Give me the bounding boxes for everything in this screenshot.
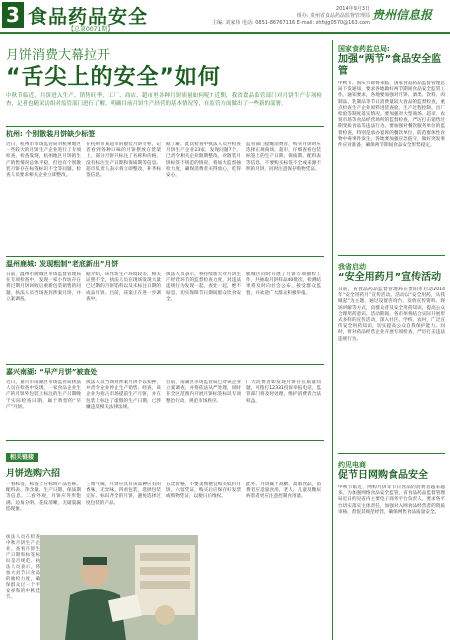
article-column: 近日，嘉兴市南湖区市场监管局执法人员在检查中发现，一家食品企业生产的月饼外包装上标注的生产日期晚于实际检查日期，属于典型的“早产”月饼。 bbox=[6, 380, 81, 410]
page-number: 3 bbox=[2, 2, 24, 28]
section-subhead: 杭州: 个别散装月饼缺少标签 bbox=[6, 130, 96, 138]
masthead-meta bbox=[170, 6, 370, 27]
right-article-1 bbox=[333, 40, 450, 253]
related-headline: 月饼选购六招 bbox=[6, 469, 61, 479]
meta-line-1: 组办: 贵州省食品药品监督管理局 bbox=[296, 13, 370, 19]
right-article-3 bbox=[333, 456, 450, 579]
right-body: 中秋节、国庆节即将来临，国家食品药品监督管理总局下发通知，要求各地做好两节期间食品安全监管工作。通知要求，各地要加强对月饼、酒类、饮料、肉制品、乳制品等节日消费量较大食品的监督检查，重点检查生产企业原料进货查验、生产过程控制、出厂检验等制度落实情况。要加强对大型商场、超市、农贸市场等食品经营场所的监督检查，严厉打击销售过期变质食品等违法行为。要加强对餐饮服务单位的监督检查，特别是承办宴席的餐饮单位，防范群体性食物中毒事件发生。各地要加强应急值守，做好突发事件应对准备，确保两节期间食品安全形势稳定。 bbox=[338, 81, 445, 149]
article-column: 三闻气味，月饼应具有该品种应有的香味，无异味。四看包装，选择包装完好、标识齐全的月饼，避免选择过度包装的产品。 bbox=[86, 482, 161, 506]
date-line: 2014年9月3日 bbox=[335, 6, 370, 12]
divider bbox=[6, 126, 324, 127]
edition-number: 【总第0071期】 bbox=[68, 26, 114, 33]
right-headline: “安全用药月”宣传活动 bbox=[338, 272, 442, 283]
lead-paragraph: 中秋节临近，月饼进入生产、销售旺季，工厂、商店、超市里各种月饼质量如何呢? 近期，我省食品监管部门对月饼生产专项检查，记者也随采访组对监管部门进行了解，明确目前月饼生产经营的基本情况等，在监管方面做出了一些新的部署。 bbox=[6, 93, 322, 107]
right-sidebar bbox=[332, 40, 450, 640]
right-headline: 促节日网购食品安全 bbox=[338, 470, 428, 481]
right-body: 日前，省食品药品监督管理局在贵阳市启动2014年“安全用药月”宣传活动。活动以“安全用药，从我做起”为主题，通过设置咨询台、发放宣传资料、现场讲解等方式，向群众普及安全用药知识，提高公众合理用药意识。活动期间，各市州将结合实际开展形式多样的宣传活动，深入社区、学校、农村，广泛宣传安全用药知识，切实提高公众自我保护能力。同时，将对药品经营企业开展专项检查，严厉打击违法违规行为。 bbox=[338, 287, 445, 342]
article-column: 执法人员当场对涉案月饼予以扣押，并责令企业停止生产销售。经查，该企业为抢占市场提前生产月饼，并在包装上标注了虚假的生产日期，已涉嫌违反相关法律法规。 bbox=[86, 380, 161, 410]
article-column: 五比价格，不要贪图便宜购买低价月饼。六留凭证，购买后应保存好发票或购物凭证，以便日后维权。 bbox=[166, 482, 241, 500]
main-headline: “舌尖上的安全”如何 bbox=[6, 65, 221, 90]
right-kicker: 国家食药监总局: bbox=[338, 45, 390, 53]
photo-caption: 执法人员在检查中秋月饼生产企业，查看月饼生产日期和标签标识是否规范。执法人员表示，将加大对节日食品的抽检力度，确保群众过一个平安祥和的中秋佳节。 bbox=[6, 535, 40, 600]
divider bbox=[338, 453, 445, 454]
divider bbox=[6, 256, 324, 257]
article-column: 据介绍，该作坊生产环境较差，相关证照不全，执法人员在现场发现大量已过期的月饼馅料以及未标注日期的成品月饼。目前，该案正在进一步调查中。 bbox=[86, 272, 161, 302]
right-kicker: 我省启动 bbox=[338, 263, 366, 271]
article-column: 近日，杭州市市场监管局对杭州地区一些较大的月饼生产企业进行了专项检查，检查发现，杭州地区月饼的生产销售情况总体平稳，但也有个别散装月饼存在标签标识不全等问题。检查人员要求相关企业立即整改。 bbox=[6, 142, 81, 179]
inspection-photo bbox=[40, 535, 198, 640]
right-article-2 bbox=[333, 258, 450, 451]
article-column: 执法人员表示，将持续加大对月饼生产经营环节的监督检查力度，对违法违规行为发现一起、查处一起，绝不姑息，切实保障节日期间群众饮食安全。 bbox=[166, 272, 241, 302]
article-column: 目前，南湖区市场监管局已对该企业立案调查，并将依法从严处理，同时在全区范围内开展月饼标签标识专项整治行动，规范市场秩序。 bbox=[166, 380, 241, 404]
masthead bbox=[0, 0, 450, 34]
section-wenzhou bbox=[6, 256, 324, 364]
divider bbox=[6, 364, 324, 365]
section-hangzhou bbox=[6, 126, 324, 257]
meta-line-2: 主编: 刘家伟 电话: 0851-86767116 E-mail: zhfsjg0570@163.com bbox=[212, 20, 370, 26]
related-section bbox=[6, 440, 324, 538]
section-subhead: 嘉兴南湖: “早产月饼”被查处 bbox=[6, 368, 98, 376]
divider bbox=[6, 440, 324, 441]
right-body: 中秋节临近，网购月饼等节日食品的消费者越来越多。为加强网络食品安全监管，省食品药品监督管理局近日约见省内主要电子商务平台负责人，要求各平台切实落实主体责任，加强对入网食品经营者的资质审核，督促其规范经营，确保网售食品质量安全。 bbox=[338, 485, 445, 515]
photo-illustration bbox=[40, 535, 198, 640]
article-column: 鹿城区同时开展了月饼专项抽检工作，共抽取月饼样品40批次，检测结果将及时向社会公布，接受群众监督，并欢迎广大群众积极举报。 bbox=[246, 272, 321, 296]
article-column: 此外，月饼属于高糖、高脂食品，消费者应适量食用，老人、儿童及糖尿病患者更应注意控制食用量。 bbox=[246, 482, 321, 500]
article-column: 广大消费者如发现月饼存在质量问题，可拨打12331投诉举报电话，监管部门将及时处理，维护消费者合法权益。 bbox=[246, 380, 321, 404]
photo-caption-box bbox=[6, 535, 40, 640]
headline-kicker: 月饼消费大幕拉开 bbox=[6, 48, 111, 63]
related-tag: 相关链接 bbox=[6, 453, 38, 462]
section-title: 食品药品安全 bbox=[28, 6, 149, 28]
article-column: 日前，温州市鹿城区市场监督管理局在专项检查中，发现一家小作坊存在将过期月饼回收后重新包装销售的问题，执法人员当场查封涉案月饼，并立案调查。 bbox=[6, 272, 81, 302]
right-headline: 加强“两节”食品安全监管 bbox=[338, 54, 442, 77]
divider bbox=[338, 255, 445, 256]
newspaper-logo: 贵州信息报 bbox=[372, 8, 433, 22]
article-column: 在杭州市某超市的散装月饼专柜，记者看到各种口味的月饼摆放在货架上，部分月饼只标注了名称和价格，没有标注生产日期和保质期等信息。超市负责人表示将立即整改，补齐标签信息。 bbox=[86, 142, 161, 179]
right-kicker: 约见电商 bbox=[338, 461, 366, 469]
article-column: 监管部门提醒消费者，购买月饼时应选择正规商场、超市，仔细查看包装标签上的生产日期、保质期、配料表等信息，不要购买标签不全或来源不明的月饼，同时注意保存购物凭证。 bbox=[246, 142, 321, 172]
section-jiaxing bbox=[6, 364, 324, 440]
article-column: 据了解，此次检查中执法人员共检查月饼生产企业23家，发现问题7个，已责令相关企业限期整改。对散装月饼标签不规范的情况，将加大监督抽检力度，确保消费者买得放心、吃得安心。 bbox=[166, 142, 241, 179]
section-subhead: 温州鹿城: 发现粗制“老底新出”月饼 bbox=[6, 260, 119, 268]
article-column: 一看标签，标签上应标明产品名称、配料表、净含量、生产日期、保质期等信息。二看外观，月饼应外形饱满、边角分明、花纹清晰，无破裂漏馅现象。 bbox=[6, 482, 81, 512]
